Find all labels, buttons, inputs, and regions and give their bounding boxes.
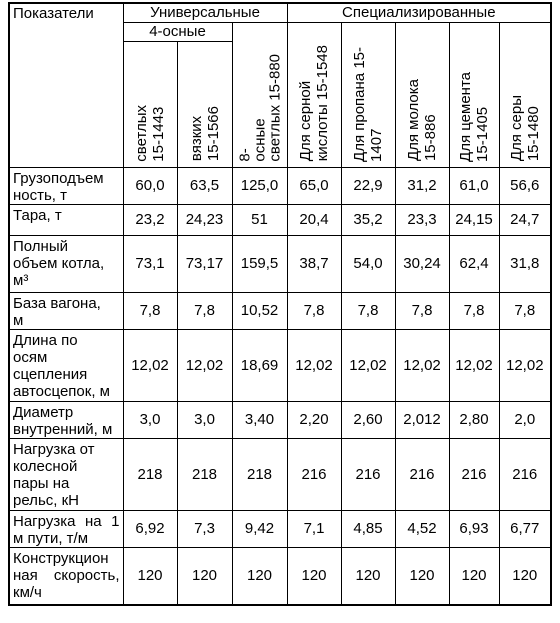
row-label-line: внутренний, м <box>13 420 113 438</box>
value-cell: 3,0 <box>177 401 232 438</box>
value-cell: 7,8 <box>287 292 341 329</box>
value-cell: 31,2 <box>395 167 449 204</box>
row-label-line: объем котла, <box>13 254 105 272</box>
column-header-line: 15-1566 <box>204 106 222 162</box>
row-label-line: км/ч <box>13 583 42 601</box>
row-label-line: Тара, т <box>13 206 62 224</box>
column-header-line: светлых 15-880 <box>266 53 283 162</box>
value-cell: 56,6 <box>499 167 551 204</box>
row-label <box>9 438 123 510</box>
row-label <box>9 401 123 438</box>
value-cell: 12,02 <box>395 329 449 401</box>
row-label <box>9 510 123 547</box>
row-label-line: Грузоподъем <box>13 169 104 187</box>
value-cell: 3,40 <box>232 401 287 438</box>
value-cell: 120 <box>395 547 449 605</box>
value-cell: 7,8 <box>177 292 232 329</box>
value-cell: 2,20 <box>287 401 341 438</box>
indicators-header: Показатели <box>9 3 123 167</box>
value-cell: 7,3 <box>177 510 232 547</box>
value-cell: 120 <box>177 547 232 605</box>
column-header-line: Для цемента <box>457 71 475 162</box>
value-cell: 24,15 <box>449 204 499 235</box>
row-label-line: Конструкцион <box>13 549 109 567</box>
value-cell: 35,2 <box>341 204 395 235</box>
value-cell: 60,0 <box>123 167 177 204</box>
value-cell: 120 <box>123 547 177 605</box>
subgroup-header-four-axle: 4-осные <box>123 22 232 41</box>
value-cell: 54,0 <box>341 235 395 292</box>
value-cell: 216 <box>395 438 449 510</box>
value-cell: 2,60 <box>341 401 395 438</box>
table-row-track-load <box>9 510 551 547</box>
row-label-line: м <box>13 311 24 329</box>
table-row-tare <box>9 204 551 235</box>
table-row-load-capacity <box>9 167 551 204</box>
value-cell: 12,02 <box>449 329 499 401</box>
column-header-line: Для серы <box>507 95 525 162</box>
column-header-text <box>237 54 282 162</box>
column-header-line: Для серной <box>297 81 315 162</box>
value-cell: 216 <box>499 438 551 510</box>
row-label-line: Полный <box>13 237 68 255</box>
row-label <box>9 167 123 204</box>
value-cell: 216 <box>287 438 341 510</box>
group-header-universal: Универсальные <box>123 3 287 22</box>
value-cell: 9,42 <box>232 510 287 547</box>
column-header-viscous-4axle <box>177 41 232 167</box>
table-row-design-speed <box>9 547 551 605</box>
column-header-line: Для молока <box>405 79 423 162</box>
row-label-line: ная скорость, <box>13 566 120 584</box>
column-header-milk <box>395 22 449 167</box>
row-label-line: автосцепок, м <box>13 382 110 400</box>
row-label <box>9 329 123 401</box>
value-cell: 7,8 <box>499 292 551 329</box>
column-header-line: светлых <box>133 104 150 162</box>
value-cell: 218 <box>177 438 232 510</box>
column-header-sulfur <box>499 22 551 167</box>
table-row-inner-diameter <box>9 401 551 438</box>
column-header-text <box>405 79 439 161</box>
value-cell: 120 <box>449 547 499 605</box>
value-cell: 62,4 <box>449 235 499 292</box>
value-cell: 120 <box>287 547 341 605</box>
column-header-text <box>297 45 331 161</box>
row-label-line: Нагрузка от <box>13 440 95 458</box>
row-label-line: рельс, кН <box>13 491 79 509</box>
value-cell: 23,3 <box>395 204 449 235</box>
table-row-coupling-length <box>9 329 551 401</box>
value-cell: 12,02 <box>177 329 232 401</box>
row-label-line: колесной <box>13 457 78 475</box>
value-cell: 2,012 <box>395 401 449 438</box>
value-cell: 7,8 <box>449 292 499 329</box>
column-header-line: 15-1405 <box>474 106 492 162</box>
table-row-wheelbase <box>9 292 551 329</box>
tank-car-spec-table <box>8 2 552 606</box>
column-header-text <box>351 47 385 162</box>
value-cell: 6,93 <box>449 510 499 547</box>
column-header-line: 1407 <box>368 128 386 162</box>
value-cell: 38,7 <box>287 235 341 292</box>
column-header-light-4axle <box>123 41 177 167</box>
value-cell: 218 <box>123 438 177 510</box>
value-cell: 18,69 <box>232 329 287 401</box>
value-cell: 216 <box>449 438 499 510</box>
value-cell: 12,02 <box>123 329 177 401</box>
value-cell: 63,5 <box>177 167 232 204</box>
row-label-line: ность, т <box>13 186 68 204</box>
column-header-line: 8- <box>236 148 253 162</box>
column-header-line: 15-1480 <box>524 106 542 162</box>
column-header-text <box>133 105 167 162</box>
column-header-light-8axle <box>232 22 287 167</box>
column-header-line: Для пропана 15- <box>351 46 369 162</box>
value-cell: 7,8 <box>395 292 449 329</box>
column-header-text <box>188 106 222 161</box>
value-cell: 216 <box>341 438 395 510</box>
column-header-propane <box>341 22 395 167</box>
value-cell: 6,92 <box>123 510 177 547</box>
column-header-line: кислоты 15-1548 <box>314 45 332 162</box>
value-cell: 218 <box>232 438 287 510</box>
column-header-sulfuric-acid <box>287 22 341 167</box>
value-cell: 2,80 <box>449 401 499 438</box>
value-cell: 12,02 <box>287 329 341 401</box>
value-cell: 4,85 <box>341 510 395 547</box>
column-header-line: 15-886 <box>422 114 440 162</box>
row-label-line: Нагрузка на 1 <box>13 512 120 530</box>
value-cell: 65,0 <box>287 167 341 204</box>
value-cell: 120 <box>341 547 395 605</box>
row-label <box>9 204 123 235</box>
row-label <box>9 235 123 292</box>
value-cell: 7,8 <box>123 292 177 329</box>
row-label-line: сцепления <box>13 365 88 383</box>
header-row-groups <box>9 3 551 22</box>
value-cell: 7,8 <box>341 292 395 329</box>
column-header-line: 15-1443 <box>150 106 167 162</box>
column-header-text <box>457 72 491 162</box>
value-cell: 7,1 <box>287 510 341 547</box>
value-cell: 73,17 <box>177 235 232 292</box>
row-label-line: База вагона, <box>13 294 101 312</box>
value-cell: 125,0 <box>232 167 287 204</box>
value-cell: 30,24 <box>395 235 449 292</box>
column-header-line: осные <box>251 118 268 162</box>
table-row-axle-load <box>9 438 551 510</box>
value-cell: 20,4 <box>287 204 341 235</box>
value-cell: 12,02 <box>341 329 395 401</box>
row-label <box>9 292 123 329</box>
value-cell: 12,02 <box>499 329 551 401</box>
column-header-cement <box>449 22 499 167</box>
value-cell: 10,52 <box>232 292 287 329</box>
value-cell: 24,23 <box>177 204 232 235</box>
row-label-line: м пути, т/м <box>13 529 89 547</box>
value-cell: 73,1 <box>123 235 177 292</box>
row-label-line: Диаметр <box>13 403 74 421</box>
column-header-line: вязких <box>187 116 205 162</box>
value-cell: 4,52 <box>395 510 449 547</box>
value-cell: 24,7 <box>499 204 551 235</box>
value-cell: 6,77 <box>499 510 551 547</box>
group-header-specialized: Специализированные <box>287 3 551 22</box>
table-row-boiler-volume <box>9 235 551 292</box>
row-label <box>9 547 123 605</box>
value-cell: 22,9 <box>341 167 395 204</box>
row-label-line: Длина по <box>13 331 78 349</box>
row-label-line: осям <box>13 348 48 366</box>
column-header-text <box>508 95 542 161</box>
value-cell: 3,0 <box>123 401 177 438</box>
value-cell: 51 <box>232 204 287 235</box>
value-cell: 120 <box>232 547 287 605</box>
value-cell: 31,8 <box>499 235 551 292</box>
value-cell: 23,2 <box>123 204 177 235</box>
value-cell: 120 <box>499 547 551 605</box>
value-cell: 61,0 <box>449 167 499 204</box>
row-label-line: пары на <box>13 474 70 492</box>
value-cell: 2,0 <box>499 401 551 438</box>
row-label-line: м³ <box>13 271 29 289</box>
value-cell: 159,5 <box>232 235 287 292</box>
